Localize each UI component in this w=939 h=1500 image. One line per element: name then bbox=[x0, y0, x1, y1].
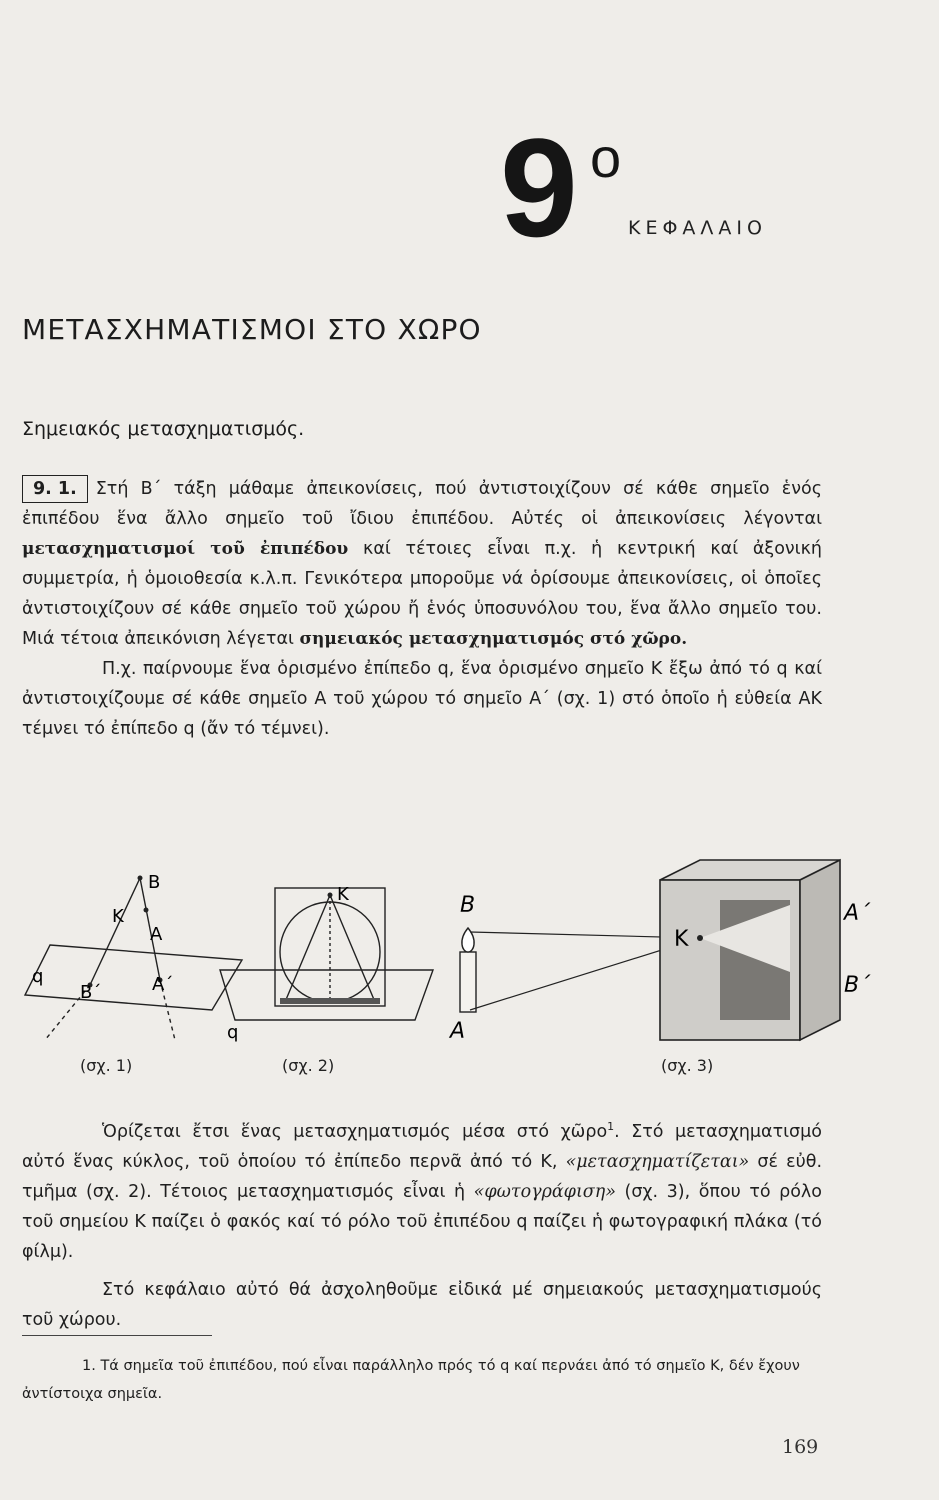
figure-2-circle bbox=[215, 860, 445, 1050]
caption-figure-1: (σχ. 1) bbox=[80, 1056, 133, 1075]
chapter-label: ΚΕΦΑΛΑΙΟ bbox=[628, 217, 767, 239]
label-B-prime: Β΄ bbox=[844, 973, 871, 998]
term-plane-transformations: μετασχηματισμοί τοῦ ἐπιπέδου bbox=[22, 539, 349, 559]
caption-figure-2: (σχ. 2) bbox=[282, 1056, 335, 1075]
quoted-transformed: «μετασχηματίζεται» bbox=[565, 1151, 750, 1172]
label-A-prime: Α΄ bbox=[844, 901, 871, 926]
term-point-transformation: σημειακός μετασχηματισμός στό χῶρο. bbox=[299, 629, 688, 649]
label-A-prime: Α΄ bbox=[152, 974, 174, 995]
caption-figure-3: (σχ. 3) bbox=[661, 1056, 714, 1075]
section-number-box: 9. 1. bbox=[22, 475, 88, 503]
figures-row bbox=[20, 860, 871, 1075]
label-K: Κ bbox=[674, 927, 689, 952]
label-B-prime: Β΄ bbox=[80, 982, 102, 1003]
label-A: Α bbox=[450, 1019, 466, 1044]
paragraph-1: 9. 1. Στή Β΄ τάξη μάθαμε ἀπεικονίσεις, πού ἀντιστοιχίζουν σέ κάθε σημεῖο ἑνός ἐπιπέδου ἕνα ἄλλο σημεῖο τοῦ ἴδιου ἐπιπέδου. Αὐτές οἱ ἀπεικονίσεις λέγονται μετασχηματισμοί τοῦ ἐπιπέδου καί τέτοιες εἶναι π.χ. ἡ κεντρική καί ἀξονική συμμετρία, ἡ ὁμοιοθεσία κ.λ.π. Γενικότερα μποροῦμε νά ὁρίσουμε ἀπεικονίσεις, οἱ ὁποῖες ἀντιστοιχίζουν σέ κάθε σημεῖο τοῦ χώρου ἤ ἑνός ὑποσυνόλου του, ἕνα ἄλλο σημεῖο του. Μιά τέτοια ἀπεικόνιση λέγεται σημειακός μετασχηματισμός στό χῶρο. Π.χ. παίρνουμε ἕνα ὁρισμένο ἐπίπεδο q, ἕνα ὁρισμένο σημεῖο Κ ἔξω ἀπό τό q καί ἀντιστοιχίζουμε σέ κάθε σημεῖο Α τοῦ χώρου τό σημεῖο Α΄ (σχ. 1) στό ὁποῖο ἡ εὐθεία ΑΚ τέμνει τό ἐπίπεδο q (ἄν τό τέμνει). bbox=[22, 474, 822, 744]
label-K: Κ bbox=[337, 884, 349, 905]
chapter-title: ΜΕΤΑΣΧΗΜΑΤΙΣΜΟΙ ΣΤΟ ΧΩΡΟ bbox=[22, 313, 482, 346]
label-B: Β bbox=[460, 893, 476, 918]
example-text: Π.χ. παίρνουμε ἕνα ὁρισμένο ἐπίπεδο q, ἕνα ὁρισμένο σημεῖο Κ ἔξω ἀπό τό q καί ἀντιστοιχίζουμε σέ κάθε σημεῖο Α τοῦ χώρου τό σημεῖο Α΄ (σχ. 1) στό ὁποῖο ἡ εὐθεία ΑΚ τέμνει τό ἐπίπεδο q (ἄν τό τέμνει). bbox=[22, 659, 822, 739]
paragraph-3: Στό κεφάλαιο αὐτό θά ἀσχοληθοῦμε εἰδικά μέ σημειακούς μετασχηματισμούς τοῦ χώρου. bbox=[22, 1279, 822, 1330]
chapter-number: 9 bbox=[500, 109, 578, 266]
paragraph-2: Ὁρίζεται ἔτσι ἕνας μετασχηματισμός μέσα στό χῶρο$^1$. Στό μετασχηματισμό αὐτό ἕνας κύκλος, τοῦ ὁποίου τό ἐπίπεδο περνᾶ ἀπό τό Κ, «μετασχηματίζεται» σέ εὐθ. τμῆμα (σχ. 2). Τέτοιος μετασχηματισμός εἶναι ἡ «φωτογράφιση» (σχ. 3), ὅπου τό ρόλο τοῦ σημείου Κ παίζει ὁ φακός καί τό ρόλο τοῦ ἐπιπέδου q παίζει ἡ φωτογραφική πλάκα (τό φίλμ). Στό κεφάλαιο αὐτό θά ἀσχοληθοῦμε εἰδικά μέ σημειακούς μετασχηματισμούς τοῦ χώρου. bbox=[22, 1112, 822, 1335]
candle bbox=[460, 952, 476, 1012]
footnote: 1. Τά σημεῖα τοῦ ἐπιπέδου, πού εἶναι παράλληλο πρός τό q καί περνάει ἀπό τό σημεῖο Κ, δέν ἔχουν ἀντίστοιχα σημεῖα. bbox=[22, 1358, 800, 1402]
bleed-through-texture bbox=[30, 80, 919, 320]
page-number: 169 bbox=[782, 1436, 819, 1458]
label-A: Α bbox=[150, 924, 163, 945]
section-heading: Σημειακός μετασχηματισμός. bbox=[22, 418, 305, 440]
ray-b bbox=[90, 878, 140, 985]
label-B: Β bbox=[148, 872, 161, 893]
quoted-photography: «φωτογράφιση» bbox=[473, 1181, 616, 1202]
plane-q bbox=[220, 970, 433, 1020]
figure-3-camera bbox=[420, 860, 871, 1060]
label-q: q bbox=[227, 1022, 239, 1043]
footnote-rule bbox=[22, 1335, 212, 1336]
label-K: Κ bbox=[112, 906, 124, 927]
footnote-marker: 1 bbox=[607, 1120, 615, 1133]
label-q: q bbox=[32, 966, 44, 987]
plane-q bbox=[25, 945, 242, 1010]
chapter-superscript: ο bbox=[590, 126, 622, 189]
image-segment bbox=[280, 998, 380, 1004]
